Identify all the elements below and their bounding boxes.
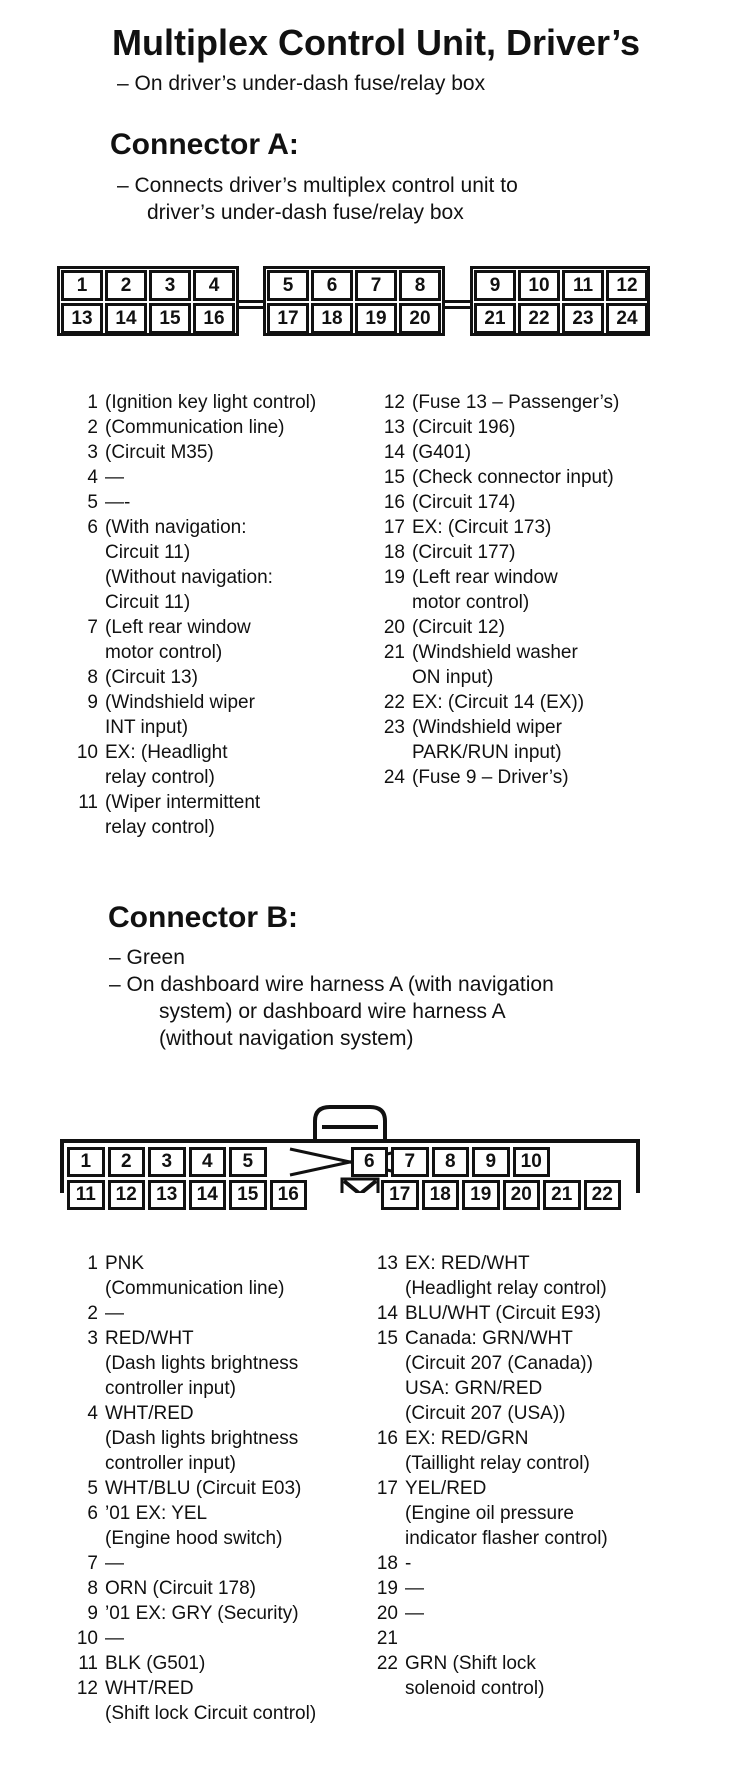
pin-list-item [60,415,316,440]
pin-number: 9 [87,692,98,713]
pin-number: 5 [87,492,98,513]
connector-a-pin: 3 [149,270,191,301]
pin-description: (Left rear window [105,617,251,638]
connector-b-desc-line: (without navigation system) [159,1027,414,1050]
pin-list-item [367,640,619,690]
pin-number: 16 [383,492,405,513]
pin-description: — [405,1603,424,1624]
connector-b-pin: 20 [503,1180,541,1210]
pin-number: 22 [376,1653,398,1674]
pin-list-item [360,1251,608,1301]
pin-list-item [360,1576,608,1601]
pin-number: 21 [376,1628,398,1649]
connector-b-pin: 4 [189,1147,227,1177]
pin-list-item [60,465,316,490]
connector-a-pin: 16 [193,303,235,334]
pin-description: motor control) [105,642,223,663]
pin-list-item [60,1551,316,1576]
pin-list-item [367,765,619,790]
connector-a-pin: 2 [105,270,147,301]
pin-list-item [360,1626,608,1651]
pin-description: (Without navigation: [105,567,273,588]
pin-description: EX: (Circuit 14 (EX)) [412,692,585,713]
connector-a-pin: 21 [474,303,516,334]
pin-description: — [105,1628,124,1649]
pin-number: 15 [376,1328,398,1349]
pin-list-item [60,615,316,665]
connector-b-pin: 9 [472,1147,510,1177]
connector-a-pin: 11 [562,270,604,301]
connector-a-pin: 8 [399,270,441,301]
pin-number: 13 [383,417,405,438]
pin-description: BLK (G501) [105,1653,206,1674]
pin-description: Canada: GRN/WHT [405,1328,573,1349]
pin-description: EX: (Headlight [105,742,228,763]
pin-description: PNK [105,1253,145,1274]
connector-b-lock-tab [315,1107,385,1142]
pin-number: 5 [87,1478,98,1499]
pin-list-item [367,465,619,490]
pin-number: 6 [87,517,98,538]
pin-number: 8 [87,1578,98,1599]
connector-b-pin: 14 [189,1180,227,1210]
connector-a-pin: 4 [193,270,235,301]
connector-a-pin: 7 [355,270,397,301]
pin-number: 20 [376,1603,398,1624]
pin-list-item [367,715,619,765]
pin-number: 1 [87,392,98,413]
pin-list-item [60,1651,316,1676]
pin-description: Circuit 11) [105,592,191,613]
connector-a-description [117,172,518,226]
pin-description: (With navigation: [105,517,247,538]
connector-a-pin: 17 [267,303,309,334]
pin-list-item [360,1651,608,1701]
pin-list-item [60,665,316,690]
connector-b-pin: 10 [513,1147,551,1177]
connector-a-pin: 13 [61,303,103,334]
pin-number: 21 [383,642,405,663]
pin-number: 13 [376,1253,398,1274]
connector-a-link [445,300,470,303]
pin-description: motor control) [412,592,530,613]
connector-a-pin: 9 [474,270,516,301]
pin-description: (Windshield wiper [105,692,255,713]
pin-list-item [360,1601,608,1626]
pin-number: 11 [78,792,98,813]
pin-number: 17 [383,517,405,538]
connector-a-pin: 14 [105,303,147,334]
connector-b-right-list [360,1251,608,1701]
connector-b-pin: 13 [148,1180,186,1210]
connector-a-pin: 18 [311,303,353,334]
connector-b-pin: 18 [422,1180,460,1210]
pin-number: 12 [76,1678,98,1699]
pin-description: (Windshield washer [412,642,578,663]
pin-number: 1 [87,1253,98,1274]
connector-a-left-list [60,390,316,840]
connector-a-link [239,306,263,309]
pin-description: (Engine hood switch) [105,1528,283,1549]
pin-list-item [367,540,619,565]
connector-b-left-list [60,1251,316,1726]
connector-b-pin: 12 [108,1180,146,1210]
pin-description: WHT/BLU (Circuit E03) [105,1478,302,1499]
pin-description: indicator flasher control) [405,1528,608,1549]
pin-description: (Circuit 13) [105,667,198,688]
pin-description: USA: GRN/RED [405,1378,543,1399]
pin-description: (Dash lights brightness [105,1428,299,1449]
pin-list-item [367,615,619,640]
connector-a-pin: 24 [606,303,648,334]
pin-number: 4 [87,1403,98,1424]
pin-number: 2 [87,1303,98,1324]
pin-list-item [360,1301,608,1326]
pin-number: 18 [376,1553,398,1574]
pin-description: (Circuit 207 (Canada)) [405,1353,593,1374]
connector-b-pin: 21 [543,1180,581,1210]
pin-list-item [360,1326,608,1426]
connector-a-desc-line: – Connects driver’s multiplex control unit to [117,174,518,197]
connector-b-pin: 6 [351,1147,389,1177]
connector-a-pin: 19 [355,303,397,334]
pin-number: 19 [376,1578,398,1599]
pin-description: (Circuit 174) [412,492,516,513]
pin-description: relay control) [105,817,215,838]
pin-list-item [60,1501,316,1551]
pin-description: (Left rear window [412,567,558,588]
connector-b-pin: 1 [67,1147,105,1177]
pin-list-item [60,1626,316,1651]
pin-number: 3 [87,442,98,463]
connector-b-pin: 2 [108,1147,146,1177]
pin-description: controller input) [105,1453,236,1474]
pin-list-item [360,1476,608,1551]
pin-description: (G401) [412,442,472,463]
pin-number: 6 [87,1503,98,1524]
pin-description: BLU/WHT (Circuit E93) [405,1303,602,1324]
pin-list-item [60,490,316,515]
pin-description: EX: RED/WHT [405,1253,530,1274]
pin-description: (Windshield wiper [412,717,562,738]
pin-description: (Dash lights brightness [105,1353,299,1374]
connector-b-desc-line: – On dashboard wire harness A (with navigation [109,973,554,996]
pin-number: 3 [87,1328,98,1349]
connector-a-pin: 1 [61,270,103,301]
pin-number: 14 [376,1303,398,1324]
pin-number: 14 [383,442,405,463]
page-subtitle: – On driver’s under-dash fuse/relay box [117,72,486,95]
pin-description: (Communication line) [105,417,285,438]
connector-a-link [445,306,470,309]
pin-number: 7 [87,617,98,638]
pin-description: (Wiper intermittent [105,792,261,813]
connector-a-pin: 10 [518,270,560,301]
pin-number: 22 [383,692,405,713]
pin-number: 2 [87,417,98,438]
connector-b-description [109,944,554,1052]
pin-number: 9 [87,1603,98,1624]
pin-description: EX: (Circuit 173) [412,517,552,538]
pin-list-item [367,415,619,440]
pin-number: 8 [87,667,98,688]
pin-number: 16 [376,1428,398,1449]
pin-list-item [60,740,316,790]
pin-list-item [60,515,316,615]
pin-number: 20 [383,617,405,638]
pin-description: —- [105,492,131,513]
pin-list-item [60,1326,316,1401]
pin-description: (Circuit M35) [105,442,214,463]
connector-a-pin: 6 [311,270,353,301]
pin-description: (Taillight relay control) [405,1453,590,1474]
connector-b-pin: 11 [67,1180,105,1210]
pin-number: 10 [76,742,98,763]
connector-a-pin: 12 [606,270,648,301]
pin-number: 23 [383,717,405,738]
pin-list-item [60,1676,316,1726]
pin-number: 18 [383,542,405,563]
connector-b-pin: 22 [584,1180,622,1210]
pin-list-item [360,1551,608,1576]
pin-list-item [60,1576,316,1601]
pin-list-item [60,790,316,840]
pin-description [405,1626,410,1651]
pin-list-item [367,565,619,615]
pin-description: (Communication line) [105,1278,285,1299]
pin-description: WHT/RED [105,1678,194,1699]
connector-a-right-list [367,390,619,790]
pin-description: (Fuse 13 – Passenger’s) [412,392,620,413]
connector-a-desc-line: driver’s under-dash fuse/relay box [147,201,464,224]
pin-list-item [60,440,316,465]
pin-list-item [60,390,316,415]
pin-description: RED/WHT [105,1328,194,1349]
pin-description: (Fuse 9 – Driver’s) [412,767,569,788]
pin-description: — [405,1578,424,1599]
pin-description: WHT/RED [105,1403,194,1424]
pin-description: (Circuit 196) [412,417,516,438]
pin-list-item [60,1476,316,1501]
connector-a-pin: 20 [399,303,441,334]
connector-b-pin: 7 [391,1147,429,1177]
pin-list-item [367,515,619,540]
connector-b-pin: 3 [148,1147,186,1177]
pin-description: (Circuit 207 (USA)) [405,1403,566,1424]
pin-list-item [60,1301,316,1326]
connector-b-pin: 8 [432,1147,470,1177]
pin-description: — [105,467,124,488]
connector-a-pin: 22 [518,303,560,334]
pin-description: solenoid control) [405,1678,545,1699]
pin-description: controller input) [105,1378,236,1399]
connector-b-pin: 16 [270,1180,308,1210]
pin-description: (Shift lock Circuit control) [105,1703,317,1724]
pin-description: ORN (Circuit 178) [105,1578,256,1599]
pin-number: 10 [76,1628,98,1649]
connector-a-heading: Connector A: [110,128,299,161]
pin-number: 17 [376,1478,398,1499]
page-title: Multiplex Control Unit, Driver’s [112,22,641,63]
connector-b-pin: 15 [229,1180,267,1210]
pin-number: 19 [383,567,405,588]
pin-description: (Check connector input) [412,467,614,488]
pin-description: INT input) [105,717,189,738]
connector-b-pin: 19 [462,1180,500,1210]
pin-list-item [367,690,619,715]
pin-list-item [60,690,316,740]
pin-description: - [405,1553,412,1574]
connector-b-pin: 17 [381,1180,419,1210]
pin-description: (Circuit 177) [412,542,516,563]
pin-list-item [360,1426,608,1476]
pin-description: — [105,1553,124,1574]
connector-b-heading: Connector B: [108,901,298,934]
pin-number: 15 [383,467,405,488]
connector-b-shell [60,1097,640,1193]
connector-b-desc-line: system) or dashboard wire harness A [159,1000,506,1023]
pin-description: relay control) [105,767,215,788]
pin-description: (Circuit 12) [412,617,505,638]
pin-number: 4 [87,467,98,488]
pin-description: ’01 EX: GRY (Security) [105,1603,299,1624]
pin-description: ’01 EX: YEL [105,1503,208,1524]
connector-b-diagram [60,1097,640,1205]
pin-number: 11 [78,1653,98,1674]
connector-a-link [239,300,263,303]
pin-description: — [105,1303,124,1324]
pin-description: YEL/RED [405,1478,487,1499]
connector-b-pin: 5 [229,1147,267,1177]
pin-number: 12 [383,392,405,413]
pin-list-item [367,390,619,415]
pin-description: ON input) [412,667,494,688]
pin-number: 24 [383,767,405,788]
pin-description: (Headlight relay control) [405,1278,607,1299]
pin-list-item [60,1401,316,1476]
pin-description: PARK/RUN input) [412,742,562,763]
connector-a-pin: 5 [267,270,309,301]
pin-description: EX: RED/GRN [405,1428,529,1449]
pin-description: Circuit 11) [105,542,191,563]
pin-list-item [367,490,619,515]
pin-list-item [60,1251,316,1301]
pin-description: GRN (Shift lock [405,1653,536,1674]
pin-description: (Engine oil pressure [405,1503,574,1524]
connector-a-pin: 23 [562,303,604,334]
pin-number: 7 [87,1553,98,1574]
connector-a-pin: 15 [149,303,191,334]
connector-b-desc-line: – Green [109,946,185,969]
pin-list-item [60,1601,316,1626]
pin-description: (Ignition key light control) [105,392,317,413]
pin-list-item [367,440,619,465]
